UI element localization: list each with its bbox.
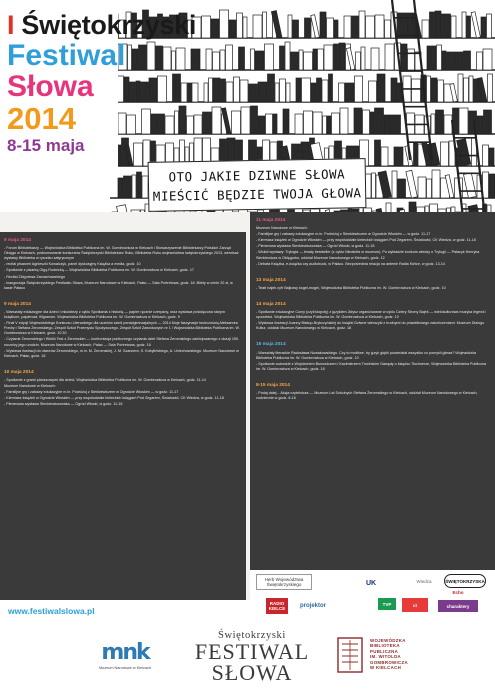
program-event: - Wokół wystawy: Trylogia — trwały bestseller (z cyklu Niedziela w muzeum). Po wykładzie konkurs wiedzy o Trylogii — Pałacyk Henryka Sienkiewicza w Oblęgorku, oddział Muzeum Narodowego w Kielcach, godz. 12 (256, 250, 480, 260)
book-spine (275, 83, 279, 102)
book-spine (302, 78, 311, 102)
book-spine (481, 17, 486, 38)
book-spine (454, 52, 463, 70)
book-spine (355, 76, 363, 102)
festival-logo-line-3: SŁOWA (211, 660, 293, 685)
projektor-logo: projektor (299, 603, 326, 609)
book-spine (237, 13, 243, 38)
book-spine (431, 78, 437, 102)
book-spine (356, 52, 361, 70)
book-spine (459, 108, 468, 134)
book-spine (249, 84, 258, 102)
program-date: 11 maja 2014 (256, 218, 286, 223)
program-event: - Warsztaty edukacyjne dla dzieci i młodzieży z cyklu Spotkania z historią — papier ręcznie czerpany, oraz wystawa poświęcona starym książkom, papierowi, filigranom. Wojewódzka Biblioteka Publiczna im. W. Gombrowicza w Kielcach, godz. 9 (4, 309, 225, 320)
book-spine (266, 114, 273, 134)
program-event: Muzeum Narodowe w Kielcach: (256, 226, 308, 231)
book-spine (327, 116, 331, 134)
book-spine (293, 20, 299, 38)
book-spine (304, 52, 313, 70)
book-spine (385, 20, 391, 38)
book-spine (240, 80, 248, 102)
book-spine (392, 115, 401, 134)
website-link[interactable]: www.festiwalslowa.pl (8, 606, 95, 616)
library-name-line-2: BIBLIOTEKA (370, 643, 400, 649)
book-spine (340, 108, 348, 134)
book-spine (391, 78, 397, 102)
book-spine (118, 178, 123, 198)
swietokrzyska-logo: ŚWIĘTOKRZYSKA (444, 574, 486, 588)
program-date: 9 maja 2014 (4, 301, 31, 307)
book-spine (295, 114, 303, 134)
book-spine (441, 142, 449, 166)
program-event: - Czytanie Żeromskiego i Wielki Test z Żeromskim — konfrontacja publicznego czytania dzieł Stefana Żeromskiego zainicjowanego z okazji 150. rocznicy jego urodzin. Muzeum Narodowe w Kielcach, Pałac — Sala Portretowa, godz. 16 (4, 337, 240, 347)
book-spine (204, 83, 208, 102)
library-name-line-1: WOJEWÓDZKA (370, 638, 406, 643)
library-name-line-4: IM. WITOLDA (370, 654, 402, 660)
program-date: 14 maja 2014 (256, 301, 286, 307)
book-spine (483, 49, 492, 70)
book-spine (226, 45, 233, 70)
program-event: - Warsztaty literackie Radosława Nowakowskiego. Czy to możliwe, by język giętki powiedział wszystko co pomyśli głowa? Wojewódzka Biblioteka Publiczna im. W. Gombrowicza w Kielcach, godz. 10 (256, 350, 477, 360)
book-spine (345, 83, 354, 102)
radio-kielce-logo: RADIO KIELCE (266, 598, 288, 614)
book-spine (427, 179, 432, 198)
program-event: - Podaj dalej... Akcja czytelnicza — Muzeum Lat Szkolnych Stefana Żeromskiego w Kielcach, oddział Muzeum Narodowego w Kielcach, codziennie w godz. 8-16 (256, 390, 478, 401)
book-spine (469, 76, 473, 102)
book-spine (334, 20, 338, 38)
program-event: - Debata Książka, e-książka czy audiobook, w Pałacu. Bezpośrednia relacja na antenie Radia Kielce, w godz. 13-14 (256, 261, 445, 266)
book-spine (377, 74, 385, 102)
book-spine (304, 111, 313, 134)
book-spine (462, 12, 466, 38)
program-event: - Wystawa ilustracji do utworów Żeromskiego, m.in. M. Żeromskiej, J. M. Szancera, S. Kobylińskiego, A. Uniechowskiego. Muzeum Narodowe w Kielcach, Pałac, godz. 18 (4, 348, 239, 358)
program-event: - Spotkanie z grami planszowymi dla dzieci, Wojewódzka Biblioteka Publiczna im. W. Gombrowicza w Kielcach, godz. 11-14 (4, 377, 206, 382)
festival-title (7, 12, 196, 154)
book-spine (484, 110, 492, 134)
program-event: - Kiermasz książek w Ogrodzie Włoskim — przy współudziale kieleckich księgarń Pod Zegarem, Światowid, CK Wiedza, w godz. 11-18 (4, 396, 224, 401)
book-spine (363, 110, 370, 134)
uk-logo: UK (365, 579, 377, 587)
book-spine (344, 16, 351, 38)
book-spine (464, 173, 477, 198)
book-spine (375, 108, 384, 134)
book-spine (137, 172, 142, 198)
book-spine (435, 11, 441, 38)
book-spine (288, 15, 292, 38)
program-event: - recital pisarzeń Agnieszki Kowalczyk, panel dyskusyjny Książka a media, godz. 10 (4, 262, 141, 267)
library-name-line-3: PUBLICZNA (370, 648, 399, 654)
book-spine (311, 83, 316, 102)
book-spine (442, 51, 446, 70)
festival-logo-line-1: Świętokrzyski (218, 630, 286, 641)
book-spine (369, 81, 377, 102)
footer-logos (0, 620, 495, 700)
library-emblem-icon (336, 636, 366, 680)
book-spine (265, 44, 274, 70)
book-spine (458, 74, 463, 102)
book-spine (229, 20, 236, 38)
program-section (0, 212, 495, 600)
book-spine (221, 79, 226, 102)
book-spine (447, 52, 454, 70)
book-spine (352, 16, 359, 38)
title-festiwal: Festiwal (7, 39, 126, 72)
book-spine (464, 51, 471, 70)
title-roman-numeral: I (7, 10, 15, 40)
book-spine (327, 18, 334, 38)
book-spine (211, 19, 219, 38)
book-spine (268, 74, 275, 102)
program-event: - Teatr bajek cyfr Bajkowy kogel-mogel, Wojewódzka Biblioteka Publiczna im. W. Gombrowicza w Kielcach, godz. 10 (256, 285, 446, 290)
program-event: - Finał V edycji Wojewódzkiego Konkursu Literackiego dla uczniów szkół ponadgimnazjalnych — 2014 Moje fascynacje twórczością Aleksandra Fredry i Stefana Żeromskiego, Zespół Szkół Przemysłu Spożywczego, Zespół Szkół Zawodowych nr 1 i Wojewódzka Biblioteka Publiczna im. W. Gombrowicza w Kielcach, godz. 10.30 (4, 321, 240, 336)
book-spine (438, 80, 444, 102)
book-spine (372, 173, 376, 198)
book-spine (354, 108, 362, 134)
book-spine (251, 106, 258, 134)
book-spine (392, 171, 397, 198)
festival-logo (192, 630, 312, 690)
book-spine (291, 52, 299, 70)
book-spine (213, 78, 220, 102)
library-logo (336, 636, 466, 686)
program-event: - Spotkanie autorskie z Wojciechem Bonowiczem i Kazimierzem Trzcińskim Gawędy o księdzu Tischnerze, Wojewódzka Biblioteka Publiczna im. W. Gombrowicza w Kielcach, godz. 18 (256, 361, 487, 371)
book-spine (322, 80, 328, 102)
book-spine (220, 10, 229, 38)
book-spine (323, 116, 327, 134)
book-spine (299, 50, 303, 70)
title-dates: 8-15 maja (7, 136, 85, 155)
ct-logo: ct (402, 598, 428, 612)
book-spine (203, 112, 212, 134)
book-spine (305, 18, 311, 38)
book-spine (487, 14, 492, 38)
book-spine (359, 11, 365, 38)
book-spine (477, 116, 483, 134)
book-spine (283, 109, 289, 134)
title-year: 2014 (7, 101, 76, 136)
book-spine (483, 145, 489, 166)
book-spine (258, 82, 267, 102)
library-name-line-5: GOMBROWICZA (370, 659, 408, 665)
book-spine (132, 175, 136, 198)
book-spine (209, 78, 213, 102)
program-event: Muzeum Narodowe w Kielcach: (4, 383, 56, 388)
program-date: 8-15 maja 2014 (256, 382, 290, 388)
program-event: - Familijne gry i zabawy edukacyjne m.in. Podróżuj z Sienkiewiczem w Ogrodzie Włoskim — w godz. 11-17 (4, 390, 179, 395)
program-date: 10 maja 2014 (4, 369, 34, 375)
title-slowa: Słowa (7, 70, 94, 103)
book-spine (202, 16, 211, 38)
book-spine (418, 177, 426, 198)
book-spine (263, 12, 267, 38)
book-spine (408, 49, 415, 70)
program-event: - Familijne gry i zabawy edukacyjne m.in. Podróżuj z Sienkiewiczem w Ogrodzie Włoskim — w godz. 11-17 (256, 232, 431, 237)
slogan-box (148, 158, 367, 212)
book-spine (226, 82, 233, 102)
book-spine (414, 143, 418, 166)
book-spine (366, 16, 375, 38)
book-spine (381, 147, 388, 166)
book-spine (220, 50, 225, 70)
book-spine (313, 49, 317, 70)
book-spine (412, 79, 421, 102)
program-event: - Plenerowa wystawa Sienkiewiczowska — Ogród Włoski, w godz. 11-18 (4, 402, 123, 407)
book-spine (320, 12, 326, 38)
charaktery-logo: charaktery (438, 600, 478, 612)
program-event: - Forum Bibliotekarzy — Wojewódzka Biblioteka Publiczna im. W. Gombrowicza w Kielcach i Stowarzyszenie Bibliotekarzy Polskich Zarząd Okręgu w Kielcach, podsumowanie konkursów Świętokrzyski Bibliotekarz Roku, Biblioteka Roku województwa świętokrzyskiego 2013, wernisaż wystawy Biblioteka w rysunku satyrycznym (4, 246, 239, 261)
book-spine (370, 112, 374, 134)
book-spine (431, 114, 435, 134)
title-swietokrzyski: Świętokrzyski (21, 10, 197, 40)
program-event: - Recital Zbigniewa Zamachowskiego (4, 274, 66, 279)
book-spine (375, 140, 381, 166)
book-spine (384, 115, 391, 134)
museum-mark: mnk (101, 640, 149, 665)
book-spine (339, 43, 345, 70)
voivodeship-logo: Herb Województwa Świętokrzyskiego (256, 574, 312, 590)
book-spine (213, 52, 220, 70)
program-event: - Spotkanie z pisarką Olgą Rudnicką — Wojewódzka Biblioteka Publiczna im. W. Gombrowicza w Kielcach, godz. 17 (4, 268, 194, 273)
book-spine (280, 79, 286, 102)
book-spine (442, 14, 451, 38)
book-spine (477, 52, 483, 70)
book-spine (334, 44, 339, 70)
book-spine (280, 46, 285, 70)
program-date: 15 maja 2014 (256, 342, 286, 348)
book-spine (489, 174, 495, 198)
book-spine (361, 47, 365, 70)
book-spine (251, 49, 255, 70)
sponsor-logos (250, 570, 495, 624)
echo-logo: Echo (452, 589, 464, 595)
tvp-logo: TVP (378, 598, 396, 610)
program-left-content (4, 234, 242, 414)
book-spine (401, 44, 407, 70)
book-spine (241, 107, 250, 134)
book-spine (394, 147, 403, 166)
book-spine (467, 16, 471, 38)
book-spine (124, 176, 132, 198)
book-spine (273, 114, 277, 134)
book-spine (489, 148, 494, 166)
book-spine (422, 20, 429, 38)
program-date: 8 maja 2014 (4, 238, 31, 243)
book-spine (385, 44, 394, 70)
book-spine (488, 74, 493, 102)
program-event: - Spotkanie edukacyjne Cumy (czyli kłopoty) z językiem Jidysz organizowane w cyklu Cztery Strony Bajek — wielokulturowa muzyka legend i opowieści. Wojewódzka Biblioteka Publiczna im. W. Gombrowicza w Kielcach, godz. 10 (256, 310, 487, 320)
book-spine (371, 48, 379, 70)
book-spine (427, 46, 436, 70)
book-spine (296, 78, 301, 102)
museum-caption: Muzeum Narodowe w Kielcach (98, 666, 152, 670)
book-spine (313, 112, 322, 134)
book-spine (332, 113, 340, 134)
book-spine (324, 45, 333, 70)
book-spine (398, 13, 407, 38)
slogan-line-1: OTO JAKIE DZIWNE SŁOWA (168, 166, 346, 185)
book-spine (398, 179, 406, 198)
book-spine (471, 12, 480, 38)
book-spine (432, 170, 440, 198)
program-event: - Plenerowa wystawa Sienkiewiczowska — Ogród Włoski, w godz. 11-18 (256, 244, 375, 249)
wiedza-logo: Wiedza (416, 578, 432, 584)
program-event: - inauguracja Świętokrzyskiego Festiwalu Słowa, Muzeum Narodowe w Kielcach, Pałac — Sala Portretowa, godz. 18. Bilety w cenie 20 zł, w kasie Pałacu (4, 280, 233, 290)
book-spine (444, 115, 452, 134)
book-spine (286, 83, 290, 102)
book-spine (318, 49, 324, 70)
book-spine (317, 78, 322, 102)
book-spine (206, 49, 212, 70)
book-spine (451, 16, 456, 38)
book-spine (406, 170, 417, 198)
festival-logo-line-2: FESTIWAL (194, 639, 310, 664)
program-event: - Wystawa ilustracji Joanny Biskup-Brykczyńskiej do książki Dziwne wierszyki z trudnymi do prawidłowego zakończeniami. Muzeum Dialogu Kultur, oddział Muzeum Narodowego w Kielcach, godz. 18 (256, 321, 485, 331)
book-spine (285, 42, 290, 70)
museum-logo (80, 640, 170, 680)
book-spine (212, 107, 221, 134)
hero-illustration (0, 0, 495, 232)
program-date: 13 maja 2014 (256, 277, 286, 283)
book-spine (253, 15, 262, 38)
program-right-content (256, 214, 490, 408)
book-spine (427, 76, 431, 102)
program-event: - Kiermasz książek w Ogrodzie Włoskim — przy współudziale kieleckich księgarń Pod Zegarem, Światowid, CK Wiedza, w godz. 11-18 (256, 238, 476, 243)
book-spine (430, 12, 435, 38)
book-spine (375, 15, 384, 38)
book-spine (339, 83, 345, 102)
book-spine (232, 111, 241, 134)
book-spine (258, 116, 265, 134)
slogan-line-2: MIEŚCIĆ BĘDZIE TWOJA GŁOWA (152, 185, 362, 204)
book-spine (234, 77, 240, 102)
book-spine (464, 78, 469, 102)
book-spine (255, 51, 264, 70)
book-spine (436, 110, 444, 134)
book-spine (437, 45, 442, 70)
library-name-line-6: W KIELCACH (370, 665, 402, 671)
book-spine (239, 47, 245, 70)
book-spine (243, 17, 247, 38)
book-spine (329, 74, 333, 102)
